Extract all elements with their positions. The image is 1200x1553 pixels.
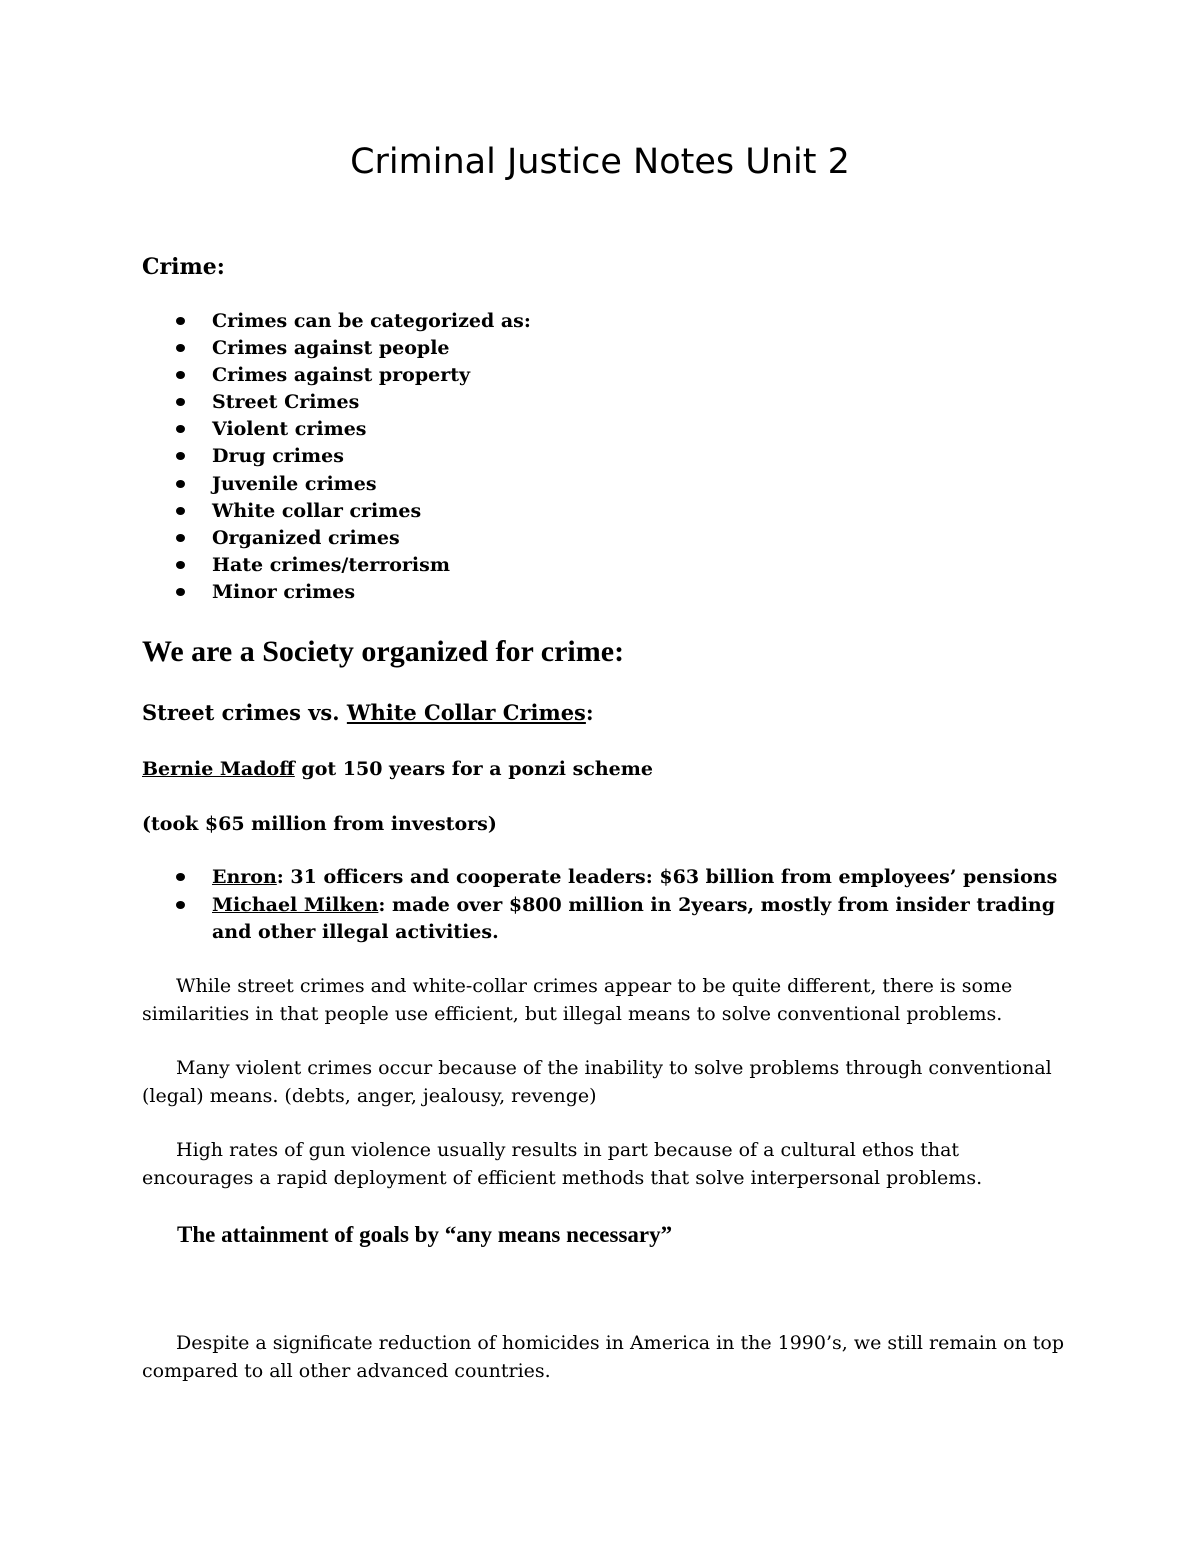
- madoff-line: [142, 755, 653, 783]
- list-item-text: Crimes against property: [212, 364, 471, 387]
- enron-text: : 31 officers and cooperate leaders: $63 billion from employees’ pensions: [276, 866, 1058, 888]
- crime-heading: Crime:: [142, 254, 225, 280]
- took-line: (took $65 million from investors): [142, 813, 497, 835]
- list-item-text: Violent crimes: [212, 418, 367, 441]
- bullet-icon: [176, 452, 185, 460]
- heading-prefix: Street crimes vs.: [142, 700, 347, 725]
- bullet-icon: [176, 534, 185, 542]
- bullet-icon: [176, 507, 185, 515]
- bullet-icon: [176, 371, 185, 379]
- list-item: [142, 552, 1042, 579]
- list-item-text: Minor crimes: [212, 580, 356, 603]
- milken-name: Michael Milken: [212, 893, 379, 916]
- list-item: [142, 892, 1072, 947]
- case-list: [142, 864, 1072, 947]
- society-heading: We are a Society organized for crime:: [142, 635, 625, 668]
- any-means-necessary-heading: The attainment of goals by “any means necessary”: [177, 1222, 673, 1247]
- milken-text: : made over $800 million in 2years, mostly from insider trading and other illegal activities.: [212, 893, 1056, 943]
- bullet-icon: [176, 344, 185, 352]
- bullet-icon: [176, 317, 185, 325]
- paragraph-gun-violence: High rates of gun violence usually results in part because of a cultural ethos that encourages a rapid deployment of efficient methods that solve interpersonal problems.: [142, 1139, 983, 1189]
- list-item: [142, 416, 1042, 443]
- list-item: [142, 525, 1042, 552]
- list-item-text: White collar crimes: [212, 499, 422, 522]
- crime-category-list: [142, 308, 1042, 606]
- heading-suffix: :: [585, 700, 594, 725]
- list-item: [142, 579, 1042, 606]
- list-item-text: Crimes can be categorized as:: [212, 310, 531, 332]
- list-item: [142, 335, 1042, 362]
- paragraph-violent-crimes: Many violent crimes occur because of the inability to solve problems through conventional (legal) means. (debts, anger, jealousy, revenge): [142, 1057, 1052, 1107]
- paragraph-street-vs-white-collar: While street crimes and white-collar crimes appear to be quite different, there is some similarities in that people use efficient, but illegal means to solve conventional problems.: [142, 975, 1013, 1025]
- street-vs-white-collar-heading: [142, 698, 594, 728]
- list-item-text: Street Crimes: [212, 391, 360, 414]
- list-item-text: Organized crimes: [212, 526, 400, 549]
- bullet-icon: [176, 901, 185, 909]
- bullet-icon: [176, 398, 185, 406]
- document-title: Criminal Justice Notes Unit 2: [350, 142, 850, 182]
- bullet-icon: [176, 873, 185, 881]
- madoff-name: Bernie Madoff: [142, 758, 295, 780]
- list-item-text: Crimes against people: [212, 337, 450, 360]
- white-collar-crimes-underlined: White Collar Crimes: [346, 700, 586, 725]
- list-item-text: Drug crimes: [212, 445, 344, 468]
- list-item-text: Juvenile crimes: [212, 472, 377, 495]
- list-item: [142, 308, 1042, 335]
- list-item: [142, 362, 1042, 389]
- list-item: [142, 389, 1042, 416]
- paragraph-homicide-reduction: Despite a significate reduction of homicides in America in the 1990’s, we still remain on top compared to all other advanced countries.: [142, 1332, 1065, 1382]
- bullet-icon: [176, 588, 185, 596]
- enron-name: Enron: [212, 866, 277, 888]
- list-item: [142, 443, 1042, 470]
- bullet-icon: [176, 425, 185, 433]
- madoff-text: got 150 years for a ponzi scheme: [294, 758, 653, 780]
- list-item: [142, 498, 1042, 525]
- bullet-icon: [176, 561, 185, 569]
- list-item: [142, 471, 1042, 498]
- bullet-icon: [176, 480, 185, 488]
- list-item: [142, 864, 1072, 892]
- list-item-text: Hate crimes/terrorism: [212, 553, 450, 576]
